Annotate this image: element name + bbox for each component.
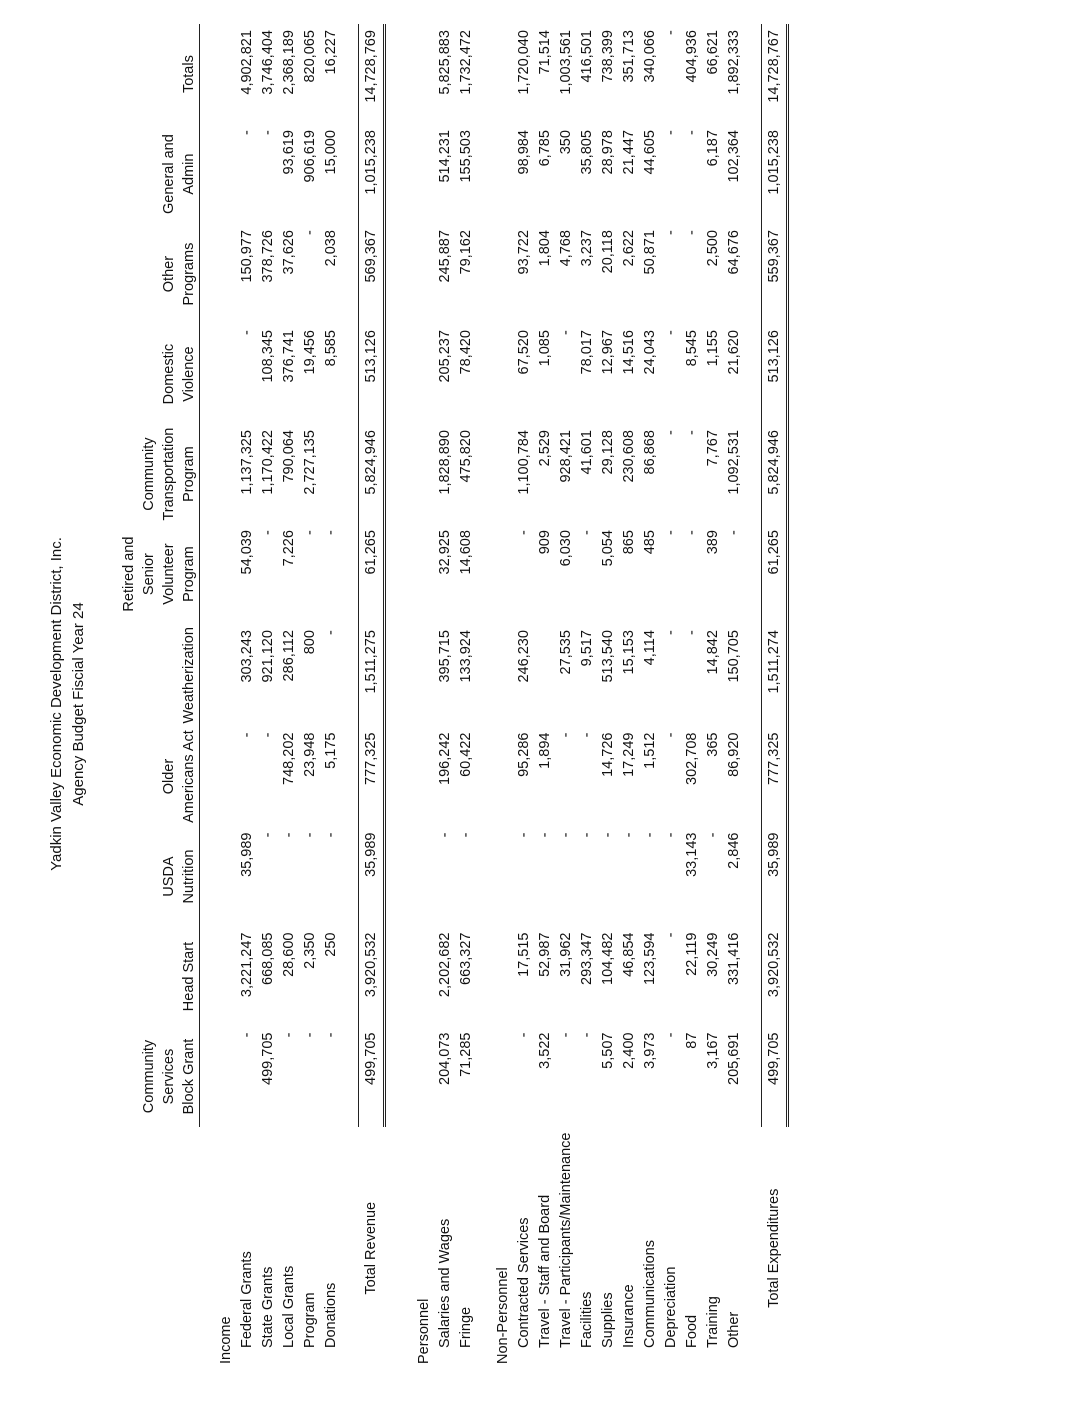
cell-value: - [558, 1032, 574, 1038]
cell-value: 14,728,767 [762, 24, 788, 124]
row-label: Travel - Staff and Board [537, 1194, 553, 1348]
cell-value: 61,265 [762, 524, 788, 624]
column-header: Retired and Senior Volunteer Program [119, 524, 200, 624]
column-header: General and Admin [119, 124, 200, 224]
cell-value: 340,066 [642, 30, 658, 83]
cell-value: 50,871 [642, 230, 658, 275]
row-label: Food [684, 1314, 700, 1348]
cell-value: 28,600 [281, 932, 297, 977]
cell-value: 205,237 [437, 330, 453, 383]
cell-value: 1,511,274 [762, 624, 788, 726]
total-row [359, 24, 385, 1364]
cell-value: 1,155 [705, 330, 721, 367]
cell-value: 104,482 [600, 932, 616, 985]
cell-value: - [642, 832, 658, 838]
cell-value: - [684, 230, 700, 235]
cell-value: - [558, 732, 574, 738]
row-label: Communications [642, 1240, 658, 1348]
cell-value: - [684, 530, 700, 535]
cell-value: 204,073 [437, 1032, 453, 1085]
cell-value: 416,501 [579, 30, 595, 83]
cell-value: 95,286 [516, 732, 532, 777]
column-header: Community Services Block Grant [119, 1027, 200, 1127]
cell-value: - [260, 530, 276, 535]
cell-value: 17,249 [621, 732, 637, 777]
cell-value: - [705, 832, 721, 838]
column-header: Community Transportation Program [119, 424, 200, 524]
cell-value: 123,594 [642, 932, 658, 985]
cell-value: 108,345 [260, 330, 276, 383]
cell-value: 78,017 [579, 330, 595, 375]
cell-value: 245,887 [437, 230, 453, 283]
cell-value: 293,347 [579, 932, 595, 985]
cell-value: 29,128 [600, 430, 616, 475]
table-row [598, 24, 619, 1364]
cell-value: 2,038 [323, 230, 339, 267]
row-label: Contracted Services [516, 1217, 532, 1348]
cell-value: 61,265 [359, 524, 385, 624]
cell-value: 5,054 [600, 530, 616, 567]
cell-value: 71,514 [537, 30, 553, 75]
row-label: Travel - Participants/Maintenance [558, 1132, 574, 1348]
cell-value: 3,221,247 [239, 932, 255, 998]
row-label-header [119, 1127, 200, 1364]
cell-value: 14,516 [621, 330, 637, 375]
cell-value: 800 [302, 630, 318, 655]
cell-value: 303,243 [239, 630, 255, 683]
cell-value: 86,868 [642, 430, 658, 475]
table-row [703, 24, 724, 1364]
cell-value: 23,948 [302, 732, 318, 777]
cell-value: 66,621 [705, 30, 721, 75]
cell-value: 46,854 [621, 932, 637, 977]
cell-value: 513,126 [359, 324, 385, 424]
cell-value: 1,894 [537, 732, 553, 769]
cell-value: - [663, 430, 679, 435]
cell-value: 12,967 [600, 330, 616, 375]
cell-value: 5,825,883 [437, 30, 453, 95]
cell-value: 3,973 [642, 1032, 658, 1069]
cell-value: 93,722 [516, 230, 532, 275]
column-header: Older Americans Act [119, 727, 200, 827]
cell-value: 2,400 [621, 1032, 637, 1069]
spacer-row [477, 24, 493, 1364]
cell-value: 4,768 [558, 230, 574, 267]
cell-value: 559,367 [762, 224, 788, 324]
cell-value: - [281, 832, 297, 838]
spacer-row [385, 24, 415, 1364]
cell-value: - [684, 430, 700, 435]
cell-value: 513,540 [600, 630, 616, 683]
cell-value: - [663, 1032, 679, 1038]
table-row [640, 24, 661, 1364]
cell-value: 1,085 [537, 330, 553, 367]
cell-value: 87 [684, 1032, 700, 1049]
cell-value: - [663, 30, 679, 35]
cell-value: 485 [642, 530, 658, 555]
cell-value: 52,987 [537, 932, 553, 977]
row-label: State Grants [260, 1266, 276, 1348]
cell-value: 20,118 [600, 230, 616, 274]
cell-value: 1,511,275 [359, 624, 385, 726]
cell-value: 98,984 [516, 130, 532, 175]
column-header: USDA Nutrition [119, 827, 200, 927]
cell-value: 777,325 [359, 727, 385, 827]
cell-value: 748,202 [281, 732, 297, 785]
section-header-row [216, 24, 237, 1364]
column-header: Head Start [119, 927, 200, 1027]
cell-value: 790,064 [281, 430, 297, 483]
cell-value: 133,924 [458, 630, 474, 683]
cell-value: 30,249 [705, 932, 721, 977]
section-label: Non-Personnel [495, 1267, 511, 1364]
cell-value: - [663, 630, 679, 635]
row-label: Fringe [458, 1306, 474, 1348]
cell-value: 569,367 [359, 224, 385, 324]
cell-value: 79,162 [458, 230, 474, 275]
cell-value: 196,242 [437, 732, 453, 785]
cell-value: 389 [705, 530, 721, 555]
section-header-row [414, 24, 435, 1364]
cell-value: - [726, 530, 742, 535]
row-label: Salaries and Wages [437, 1218, 453, 1348]
cell-value: 93,619 [281, 130, 297, 175]
cell-value: 404,936 [684, 30, 700, 83]
cell-value: 15,153 [621, 630, 637, 675]
cell-value: 820,065 [302, 30, 318, 83]
table-row [237, 24, 258, 1364]
cell-value: 1,828,890 [437, 430, 453, 495]
table-row [661, 24, 682, 1364]
cell-value: 78,420 [458, 330, 474, 375]
cell-value: 44,605 [642, 130, 658, 175]
cell-value: - [260, 130, 276, 135]
cell-value: - [663, 230, 679, 235]
cell-value: 28,978 [600, 130, 616, 175]
cell-value: - [239, 732, 255, 738]
cell-value: - [663, 130, 679, 135]
spacer-cell [477, 24, 493, 1364]
cell-value: 5,175 [323, 732, 339, 769]
cell-value: 35,989 [359, 827, 385, 927]
cell-value: 2,529 [537, 430, 553, 467]
cell-value: 2,350 [302, 932, 318, 969]
cell-value: - [260, 732, 276, 738]
row-label: Program [302, 1292, 318, 1348]
cell-value: 2,727,135 [302, 430, 318, 495]
table-row [724, 24, 745, 1364]
cell-value: 102,364 [726, 130, 742, 183]
budget-table [119, 24, 789, 1364]
section-label: Personnel [416, 1298, 432, 1364]
spacer-row [342, 24, 359, 1364]
cell-value: 6,030 [558, 530, 574, 567]
cell-value: 499,705 [260, 1032, 276, 1085]
cell-value: 9,517 [579, 630, 595, 667]
cell-value: 1,137,325 [239, 430, 255, 495]
cell-value: 35,989 [239, 832, 255, 877]
row-label: Depreciation [663, 1266, 679, 1348]
cell-value: 738,399 [600, 30, 616, 83]
cell-value: 1,170,422 [260, 430, 276, 495]
cell-value: 777,325 [762, 727, 788, 827]
spacer-row [200, 24, 217, 1364]
cell-value: 865 [621, 530, 637, 555]
cell-value: 1,015,238 [762, 124, 788, 224]
cell-value: 150,977 [239, 230, 255, 283]
spacer-cell [385, 24, 415, 1364]
table-row [279, 24, 300, 1364]
cell-value: 64,676 [726, 230, 742, 275]
table-row [321, 24, 342, 1364]
total-row [762, 24, 788, 1364]
cell-value: 376,741 [281, 330, 297, 383]
column-header: Weatherization [119, 624, 200, 726]
cell-value: 331,416 [726, 932, 742, 985]
cell-value: 286,112 [281, 630, 297, 682]
cell-value: 205,691 [726, 1032, 742, 1085]
cell-value: - [516, 530, 532, 535]
cell-value: - [302, 832, 318, 838]
cell-value: 2,846 [726, 832, 742, 869]
cell-value [321, 424, 342, 524]
cell-value: - [302, 530, 318, 535]
cell-value: - [323, 832, 339, 838]
cell-value: 22,119 [684, 932, 700, 976]
cell-value: - [663, 832, 679, 838]
cell-value: 14,608 [458, 530, 474, 575]
cell-value: 86,920 [726, 732, 742, 777]
cell-value: - [579, 530, 595, 535]
cell-value: 1,720,040 [516, 30, 532, 95]
cell-value: 14,726 [600, 732, 616, 777]
cell-value: 7,226 [281, 530, 297, 567]
cell-value: 35,989 [762, 827, 788, 927]
cell-value: 60,422 [458, 732, 474, 777]
cell-value: 5,824,946 [762, 424, 788, 524]
cell-value: 230,608 [621, 430, 637, 483]
cell-value: 2,622 [621, 230, 637, 267]
cell-value: 5,507 [600, 1032, 616, 1069]
cell-value: 14,728,769 [359, 24, 385, 124]
cell-value: 906,619 [302, 130, 318, 183]
row-label: Local Grants [281, 1265, 297, 1348]
cell-value: - [558, 832, 574, 838]
cell-value: 24,043 [642, 330, 658, 375]
cell-value: 15,000 [323, 130, 339, 175]
cell-value: - [663, 932, 679, 938]
cell-value: 365 [705, 732, 721, 757]
cell-value: - [663, 330, 679, 335]
cell-value: 250 [323, 932, 339, 957]
cell-value: 3,167 [705, 1032, 721, 1069]
spacer-cell [745, 24, 762, 1364]
document-subtitle: Agency Budget Fiscial Year 24 [70, 602, 87, 806]
cell-value: 1,892,333 [726, 30, 742, 95]
cell-value: 19,456 [302, 330, 318, 375]
row-label: Facilities [579, 1291, 595, 1348]
cell-value: 246,230 [516, 630, 532, 683]
spacer-cell [342, 24, 359, 1364]
cell-value: - [600, 832, 616, 838]
cell-value: 150,705 [726, 630, 742, 683]
cell-value: 54,039 [239, 530, 255, 575]
row-label: Federal Grants [239, 1251, 255, 1348]
cell-value: 17,515 [516, 932, 532, 977]
cell-value: 41,601 [579, 430, 595, 475]
cell-value: 71,285 [458, 1032, 474, 1077]
cell-value: 67,520 [516, 330, 532, 375]
cell-value: 7,767 [705, 430, 721, 467]
cell-value: - [579, 832, 595, 838]
cell-value: 663,327 [458, 932, 474, 985]
cell-value: 21,620 [726, 330, 742, 375]
cell-value: 1,512 [642, 732, 658, 769]
cell-value: 35,805 [579, 130, 595, 175]
cell-value: - [663, 530, 679, 535]
cell-value: 1,003,561 [558, 30, 574, 95]
cell-value: 351,713 [621, 30, 637, 83]
cell-value: 378,726 [260, 230, 276, 283]
table-row [514, 24, 535, 1364]
rotated-budget-sheet [24, 24, 1064, 1384]
column-header: Totals [119, 24, 200, 124]
cell-value: 8,585 [323, 330, 339, 367]
cell-value: 395,715 [437, 630, 453, 683]
cell-value: 350 [558, 130, 574, 155]
cell-value: - [621, 832, 637, 838]
table-row [435, 24, 456, 1364]
cell-value: 475,820 [458, 430, 474, 483]
cell-value: 1,092,531 [726, 430, 742, 495]
row-label: Total Revenue [363, 1201, 379, 1295]
table-row [300, 24, 321, 1364]
row-label: Supplies [600, 1292, 616, 1348]
cell-value: 2,500 [705, 230, 721, 267]
cell-value: - [239, 1032, 255, 1038]
cell-value: 3,237 [579, 230, 595, 267]
table-row [682, 24, 703, 1364]
cell-value: - [458, 832, 474, 838]
cell-value: - [302, 1032, 318, 1038]
cell-value: 27,535 [558, 630, 574, 675]
table-row [556, 24, 577, 1364]
cell-value: 21,447 [621, 130, 637, 175]
cell-value: 513,126 [762, 324, 788, 424]
budget-body [200, 24, 788, 1364]
cell-value: - [579, 732, 595, 738]
cell-value: 499,705 [359, 1027, 385, 1127]
table-row [535, 24, 556, 1364]
cell-value: 31,962 [558, 932, 574, 977]
cell-value: 1,100,784 [516, 430, 532, 495]
cell-value: 3,920,532 [762, 927, 788, 1027]
spacer-cell [200, 24, 217, 1364]
cell-value: - [260, 832, 276, 838]
cell-value: - [323, 1032, 339, 1038]
spacer-row [745, 24, 762, 1364]
cell-value: 1,732,472 [458, 30, 474, 95]
cell-value: 6,785 [537, 130, 553, 167]
cell-value: 2,368,189 [281, 30, 297, 95]
cell-value: 4,114 [642, 630, 658, 666]
cell-value: 3,920,532 [359, 927, 385, 1027]
column-header-row [119, 24, 200, 1364]
cell-value: 14,842 [705, 630, 721, 675]
cell-value: 33,143 [684, 832, 700, 877]
cell-value: - [558, 330, 574, 335]
cell-value: 302,708 [684, 732, 700, 785]
cell-value: - [684, 630, 700, 635]
cell-value: - [239, 330, 255, 335]
row-label: Donations [323, 1282, 339, 1348]
cell-value: 32,925 [437, 530, 453, 575]
cell-value: 37,626 [281, 230, 297, 275]
table-row [456, 24, 477, 1364]
cell-value: - [437, 832, 453, 838]
cell-value: 6,187 [705, 130, 721, 167]
row-label: Total Expenditures [766, 1188, 782, 1308]
cell-value: 16,227 [323, 30, 339, 75]
section-header-row [493, 24, 514, 1364]
cell-value: 155,503 [458, 130, 474, 183]
column-header: Other Programs [119, 224, 200, 324]
cell-value: - [302, 230, 318, 235]
cell-value: - [663, 732, 679, 738]
cell-value: 499,705 [762, 1027, 788, 1127]
cell-value: - [323, 630, 339, 635]
cell-value: 921,120 [260, 630, 276, 683]
table-row [258, 24, 279, 1364]
cell-value: 4,902,821 [239, 30, 255, 95]
section-label: Income [218, 1316, 234, 1364]
column-header: Domestic Violence [119, 324, 200, 424]
cell-value: - [281, 1032, 297, 1038]
cell-value: 1,015,238 [359, 124, 385, 224]
document-title: Yadkin Valley Economic Development District, Inc. [48, 537, 65, 871]
cell-value: 928,421 [558, 430, 574, 483]
cell-value: - [537, 832, 553, 838]
cell-value: - [684, 130, 700, 135]
cell-value: 909 [537, 530, 553, 555]
row-label: Insurance [621, 1284, 637, 1348]
row-label: Other [726, 1311, 742, 1348]
cell-value: - [579, 1032, 595, 1038]
cell-value: 2,202,682 [437, 932, 453, 998]
cell-value: 514,231 [437, 130, 453, 183]
cell-value: 668,085 [260, 932, 276, 985]
cell-value [535, 624, 556, 726]
cell-value: - [323, 530, 339, 535]
cell-value: - [239, 130, 255, 135]
cell-value: 3,746,404 [260, 30, 276, 95]
cell-value: 1,804 [537, 230, 553, 267]
table-row [577, 24, 598, 1364]
cell-value: - [516, 1032, 532, 1038]
row-label: Training [705, 1296, 721, 1348]
table-row [619, 24, 640, 1364]
cell-value: - [516, 832, 532, 838]
cell-value: 8,545 [684, 330, 700, 367]
cell-value: 5,824,946 [359, 424, 385, 524]
cell-value: 3,522 [537, 1032, 553, 1069]
